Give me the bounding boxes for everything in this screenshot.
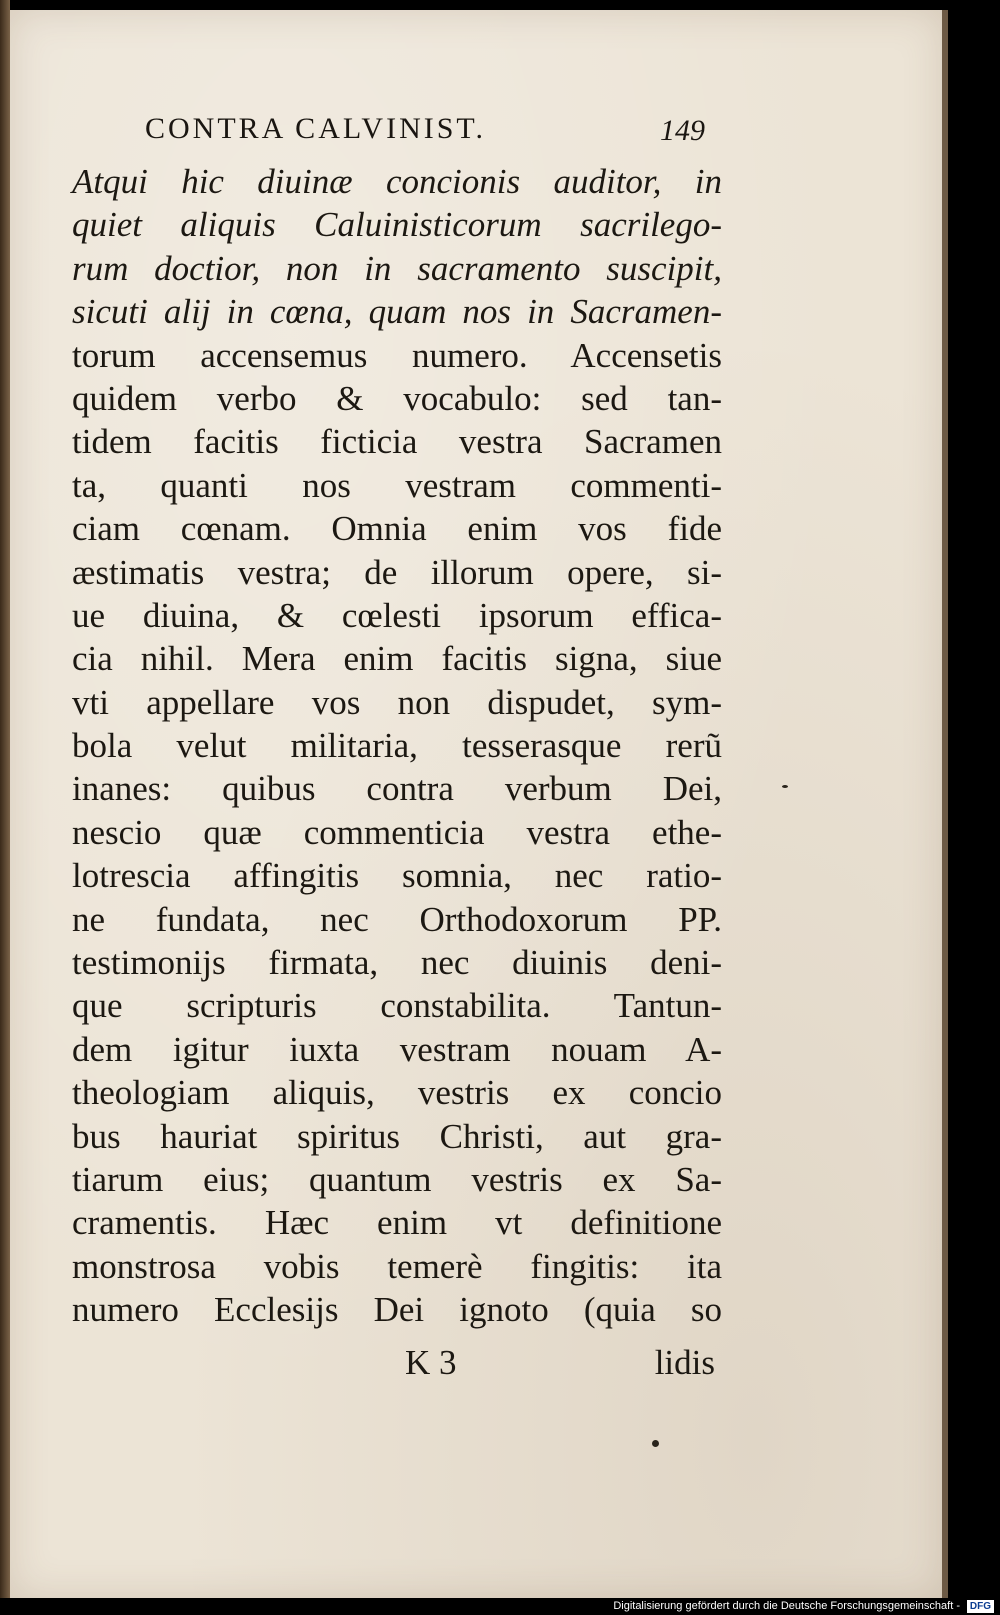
text-line: æstimatis vestra; de illorum opere, si- xyxy=(72,552,722,592)
text-line: ue diuina, & cœlesti ipsorum effica- xyxy=(72,595,722,635)
running-title: CONTRA CALVINIST. xyxy=(145,112,487,145)
dfg-logo: DFG xyxy=(967,1600,994,1613)
catchword: lidis xyxy=(654,1343,715,1382)
text-line: Atqui hic diuinæ concionis auditor, in xyxy=(72,162,722,201)
text-line: testimonijs firmata, nec diuinis deni- xyxy=(72,943,722,983)
text-line: monstrosa vobis temerè fingitis: ita xyxy=(72,1246,722,1286)
text-line: theologiam aliquis, vestris ex concio xyxy=(72,1073,722,1113)
text-line: dem igitur iuxta vestram nouam A- xyxy=(72,1029,722,1069)
page-footer xyxy=(405,1343,715,1387)
text-line: cia nihil. Mera enim facitis signa, siue xyxy=(72,639,722,679)
text-line: nescio quæ commenticia vestra ethe- xyxy=(72,812,722,852)
credit-bar xyxy=(0,1598,1000,1615)
book-page xyxy=(10,10,942,1598)
text-line: torum accensemus numero. Accensetis xyxy=(72,335,722,375)
text-line: que scripturis constabilita. Tantun- xyxy=(72,986,722,1026)
signature-mark: K 3 xyxy=(405,1343,457,1382)
text-line: cramentis. Hæc enim vt definitione xyxy=(72,1203,722,1243)
text-line: lotrescia affingitis somnia, nec ratio- xyxy=(72,856,722,896)
body-text xyxy=(72,160,722,1332)
page-right-edge xyxy=(942,10,948,1598)
ink-speck xyxy=(652,1440,659,1447)
page-header xyxy=(145,112,705,152)
text-line: tidem facitis ficticia vestra Sacramen xyxy=(72,422,722,462)
text-line: bola velut militaria, tesserasque rerũ xyxy=(72,726,722,766)
text-line: quiet aliquis Caluinisticorum sacrilego- xyxy=(72,205,722,245)
page-number: 149 xyxy=(660,114,705,147)
book-spine-edge xyxy=(0,0,10,1598)
text-line: ta, quanti nos vestram commenti- xyxy=(72,465,722,505)
text-line: bus hauriat spiritus Christi, aut gra- xyxy=(72,1116,722,1156)
text-line: numero Ecclesijs Dei ignoto (quia so xyxy=(72,1290,722,1330)
ink-speck xyxy=(782,785,788,788)
text-line: ciam cœnam. Omnia enim vos fide xyxy=(72,509,722,549)
text-line: inanes: quibus contra verbum Dei, xyxy=(72,769,722,809)
text-line: ne fundata, nec Orthodoxorum PP. xyxy=(72,899,722,939)
text-line: rum doctior, non in sacramento suscipit, xyxy=(72,248,722,288)
text-line: quidem verbo & vocabulo: sed tan- xyxy=(72,378,722,418)
funding-credit: Digitalisierung gefördert durch die Deutsche Forschungsgemeinschaft - xyxy=(613,1600,960,1612)
text-line: vti appellare vos non dispudet, sym- xyxy=(72,682,722,722)
text-line: sicuti alij in cœna, quam nos in Sacramen- xyxy=(72,292,722,332)
text-line: tiarum eius; quantum vestris ex Sa- xyxy=(72,1159,722,1199)
